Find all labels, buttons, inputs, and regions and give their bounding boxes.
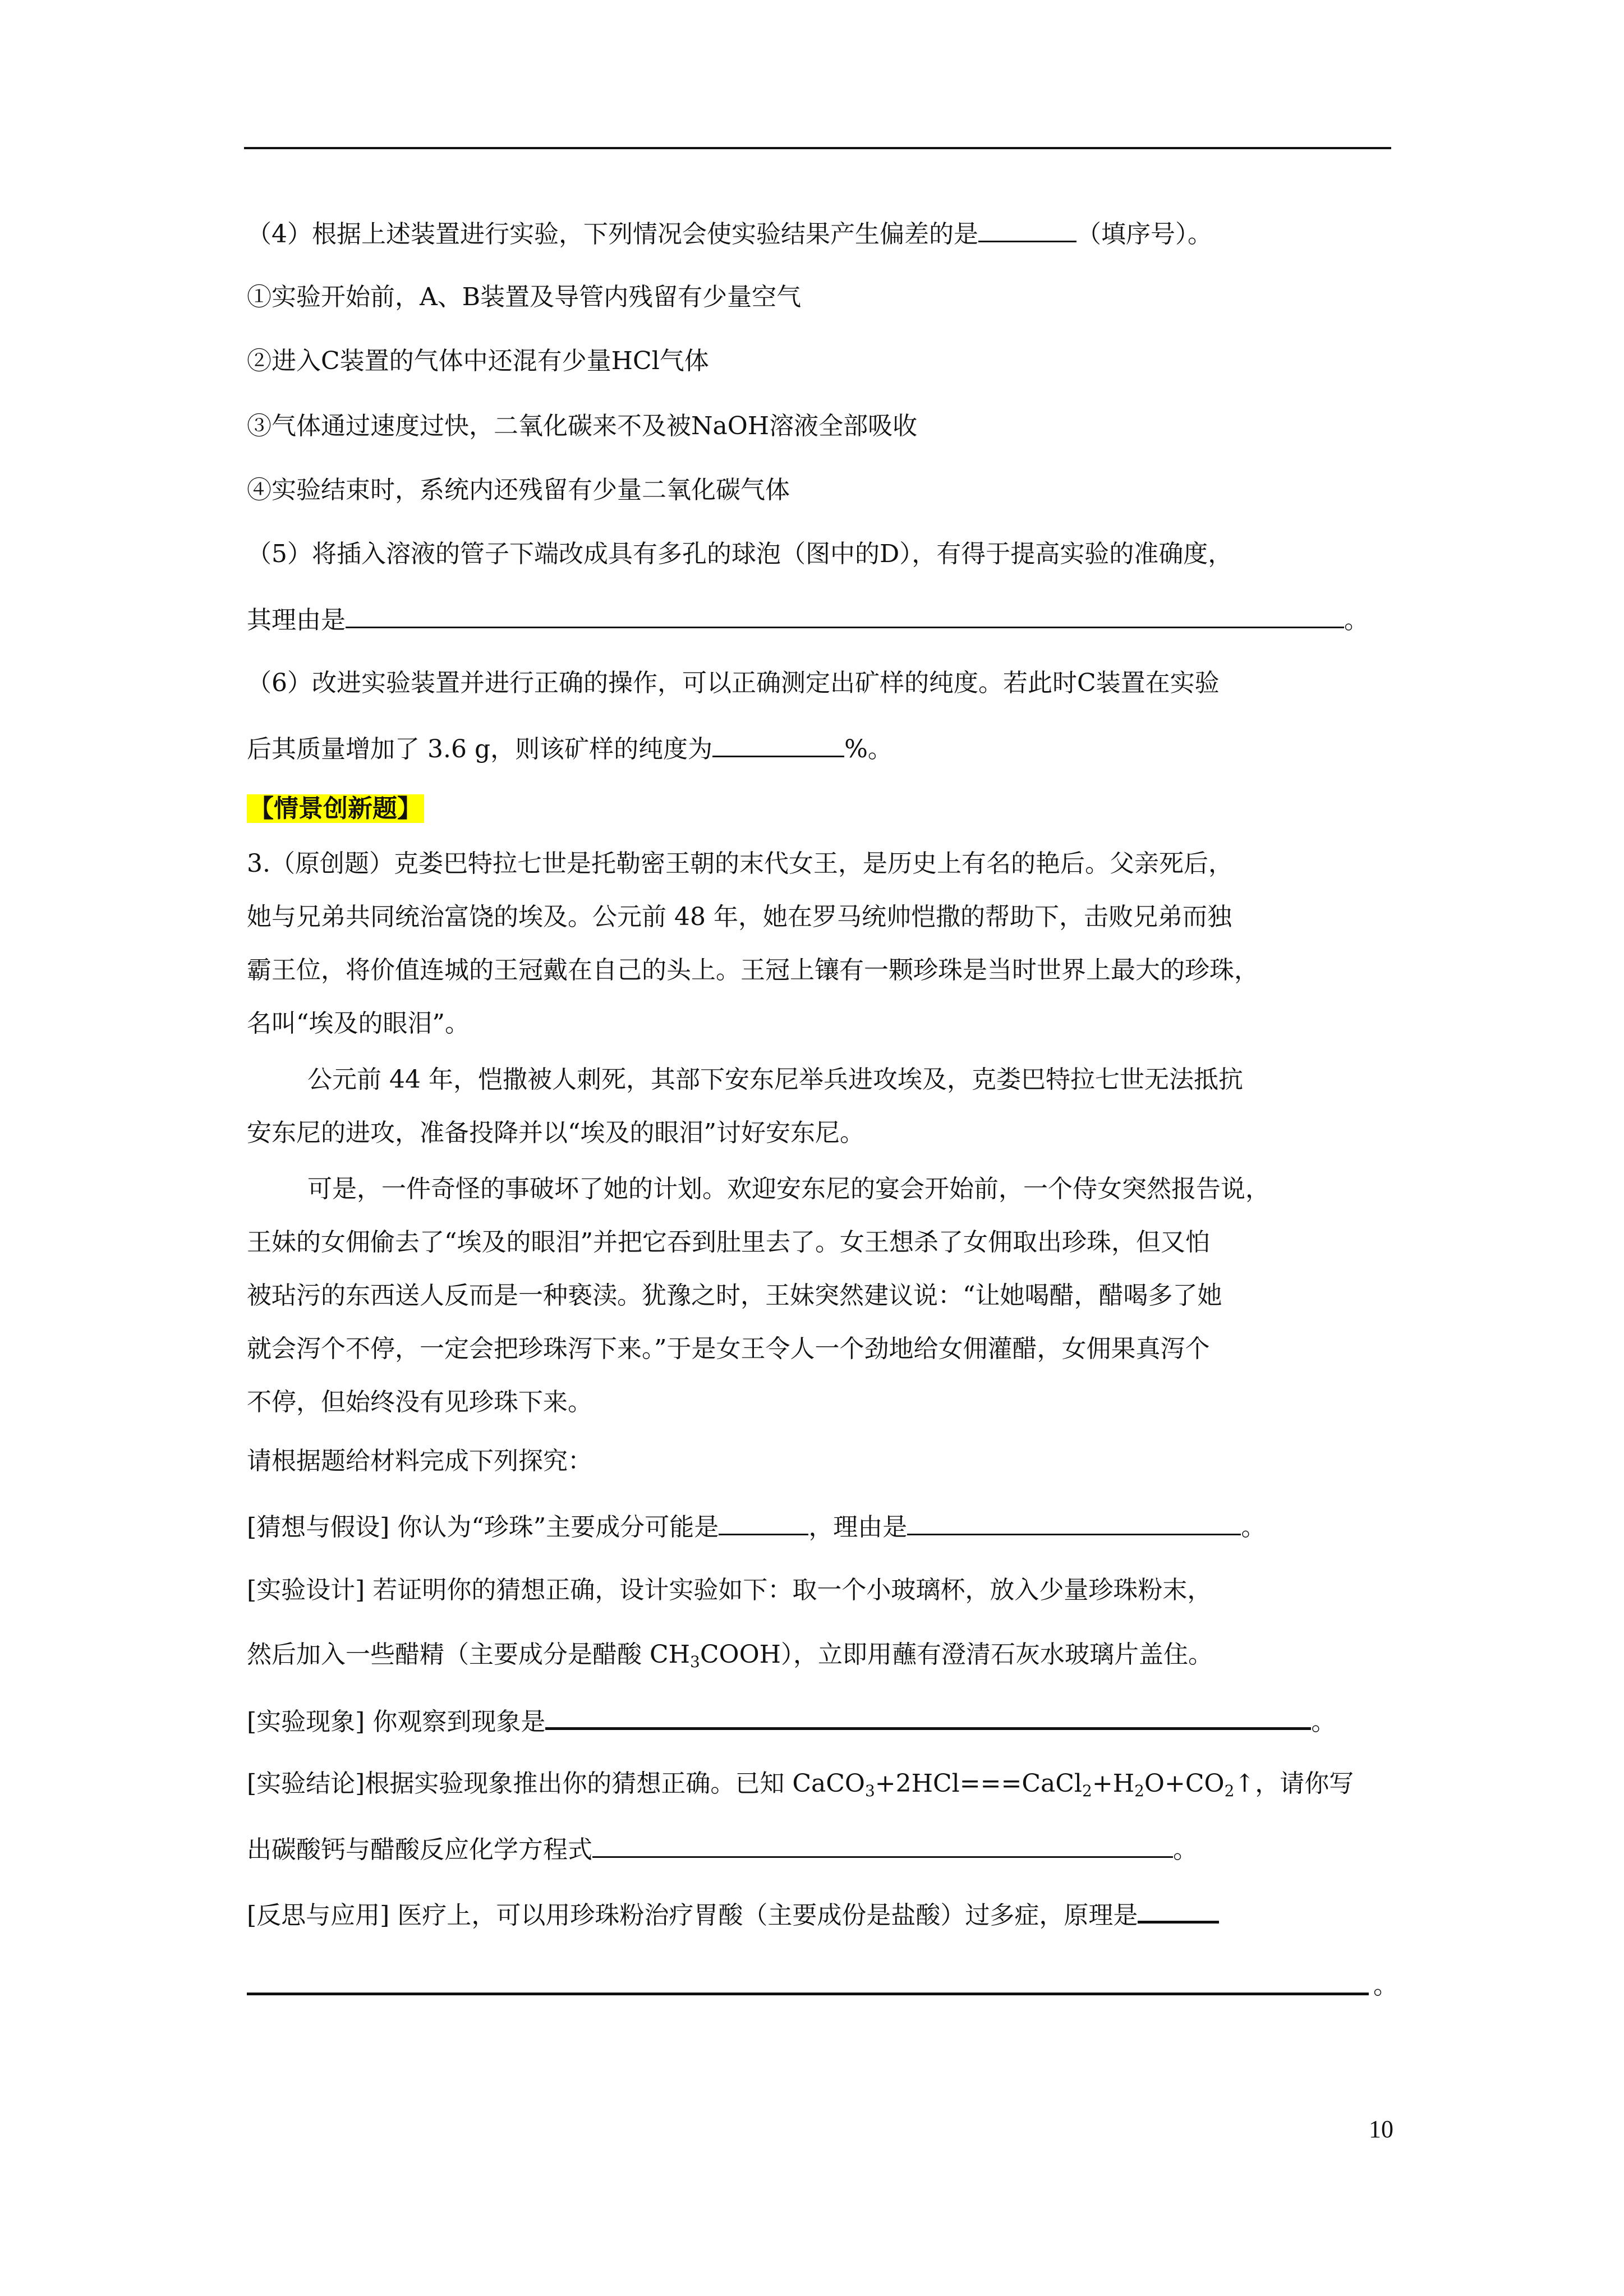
conclusion-text-a: [实验结论]根据实验现象推出你的猜想正确。已知 CaCO xyxy=(247,1769,865,1798)
header-rule xyxy=(244,147,1391,149)
q3-prompt: 请根据题给材料完成下列探究： xyxy=(247,1447,592,1475)
q3-para3-line4: 就会泻个不停，一定会把珍珠泻下来。”于是女王令人一个劲地给女佣灌醋，女佣果真泻个 xyxy=(247,1335,1210,1363)
design-line-1: [实验设计] 若证明你的猜想正确，设计实验如下：取一个小玻璃杯，放入少量珍珠粉末， xyxy=(247,1576,1212,1604)
q6-line-1: （6）改进实验装置并进行正确的操作，可以正确测定出矿样的纯度。若此时C装置在实验 xyxy=(247,669,1220,697)
q3-para2-line2: 安东尼的进攻，准备投降并以“埃及的眼泪”讨好安东尼。 xyxy=(247,1119,864,1147)
q3-para3-line3: 被玷污的东西送人反而是一种亵渎。犹豫之时，王妹突然建议说：“让她喝醋，醋喝多了她 xyxy=(247,1281,1222,1310)
conclusion-text-d: O+CO xyxy=(1144,1769,1225,1798)
equation-prompt: 出碳酸钙与醋酸反应化学方程式 xyxy=(247,1835,592,1864)
phenomenon-line xyxy=(247,1703,1336,1739)
reflection-period: 。 xyxy=(1373,1971,1398,2000)
q4-option-3: ③气体通过速度过快，二氧化碳来不及被NaOH溶液全部吸收 xyxy=(247,412,918,440)
conclusion-line-2 xyxy=(247,1832,1198,1867)
hypothesis-reason-prompt: ，理由是 xyxy=(808,1513,908,1542)
q3-para3-line5: 不停，但始终没有见珍珠下来。 xyxy=(247,1388,592,1416)
q3-para2-line1: 公元前 44 年，恺撒被人刺死，其部下安东尼举兵进攻埃及，克娄巴特拉七世无法抵抗 xyxy=(307,1065,1243,1094)
q6-prompt: 后其质量增加了 3.6 g，则该矿样的纯度为 xyxy=(247,735,713,763)
hypothesis-line xyxy=(247,1509,1266,1544)
q5-answer-blank[interactable] xyxy=(346,602,1344,628)
subscript-2: 2 xyxy=(1134,1782,1144,1800)
q6-answer-blank[interactable] xyxy=(712,731,844,757)
q4-answer-blank[interactable] xyxy=(978,216,1076,242)
reflection-blank-start[interactable] xyxy=(1138,1896,1219,1924)
q4-option-1: ①实验开始前，A、B装置及导管内残留有少量空气 xyxy=(247,283,802,311)
hypothesis-prompt: [猜想与假设] 你认为“珍珠”主要成分可能是 xyxy=(247,1513,719,1542)
reflection-blank[interactable] xyxy=(247,1993,1369,1995)
q4-option-4: ④实验结束时，系统内还残留有少量二氧化碳气体 xyxy=(247,476,790,504)
q3-para3-line2: 王妹的女佣偷去了“埃及的眼泪”并把它吞到肚里去了。女王想杀了女佣取出珍珠，但又怕 xyxy=(247,1228,1210,1257)
q4-stem-tail: （填序号）。 xyxy=(1076,220,1212,249)
section-title-text: 【情景创新题】 xyxy=(247,794,424,823)
reflection-prompt: [反思与应用] 医疗上，可以用珍珠粉治疗胃酸（主要成份是盐酸）过多症，原理是 xyxy=(247,1901,1138,1930)
subscript-3: 3 xyxy=(690,1653,700,1671)
phenomenon-blank[interactable] xyxy=(545,1703,1311,1730)
q3-para3-line1: 可是，一件奇怪的事破坏了她的计划。欢迎安东尼的宴会开始前，一个侍女突然报告说， xyxy=(307,1175,1270,1203)
q4-option-2: ②进入C装置的气体中还混有少量HCl气体 xyxy=(247,347,709,375)
phenomenon-period: 。 xyxy=(1311,1708,1336,1736)
q5-period: 。 xyxy=(1344,606,1369,634)
conclusion-text-c: +H xyxy=(1092,1769,1135,1798)
q3-para1-line2: 她与兄弟共同统治富饶的埃及。公元前 48 年，她在罗马统帅恺撒的帮助下，击败兄弟而独 xyxy=(247,903,1232,931)
conclusion-text-e: ↑，请你写 xyxy=(1234,1769,1354,1798)
conclusion-line-1 xyxy=(247,1767,1354,1808)
q5-prompt: 其理由是 xyxy=(247,606,346,634)
page-number: 10 xyxy=(1369,2115,1393,2143)
design-text-a: 然后加入一些醋精（主要成分是醋酸 CH xyxy=(247,1640,691,1669)
phenomenon-prompt: [实验现象] 你观察到现象是 xyxy=(247,1708,546,1736)
q3-para1-line4: 名叫“埃及的眼泪”。 xyxy=(247,1009,470,1038)
q6-unit: %。 xyxy=(844,735,892,763)
q4-stem-text: （4）根据上述装置进行实验，下列情况会使实验结果产生偏差的是 xyxy=(247,220,978,249)
hypothesis-reason-blank[interactable] xyxy=(907,1509,1241,1535)
q3-para1-line3: 霸王位，将价值连城的王冠戴在自己的头上。王冠上镶有一颗珍珠是当时世界上最大的珍珠， xyxy=(247,956,1259,984)
equation-period: 。 xyxy=(1173,1835,1198,1864)
section-title xyxy=(247,792,424,826)
q5-line-2 xyxy=(247,602,1369,637)
subscript-2: 2 xyxy=(1224,1782,1235,1800)
subscript-2: 2 xyxy=(1082,1782,1092,1800)
q5-line-1: （5）将插入溶液的管子下端改成具有多孔的球泡（图中的D），有得于提高实验的准确度， xyxy=(247,540,1233,568)
conclusion-text-b: +2HCl===CaCl xyxy=(875,1769,1082,1798)
equation-blank[interactable] xyxy=(592,1832,1173,1858)
design-line-2 xyxy=(247,1638,1213,1679)
hypothesis-period: 。 xyxy=(1241,1513,1266,1542)
reflection-line xyxy=(247,1896,1219,1932)
design-text-b: COOH），立即用蘸有澄清石灰水玻璃片盖住。 xyxy=(700,1640,1213,1669)
q3-para1-line1: 3.（原创题）克娄巴特拉七世是托勒密王朝的末代女王，是历史上有名的艳后。父亲死后， xyxy=(247,849,1233,878)
hypothesis-component-blank[interactable] xyxy=(719,1509,808,1535)
subscript-3: 3 xyxy=(864,1782,875,1800)
q6-line-2 xyxy=(247,731,892,766)
q4-stem xyxy=(247,216,1212,251)
